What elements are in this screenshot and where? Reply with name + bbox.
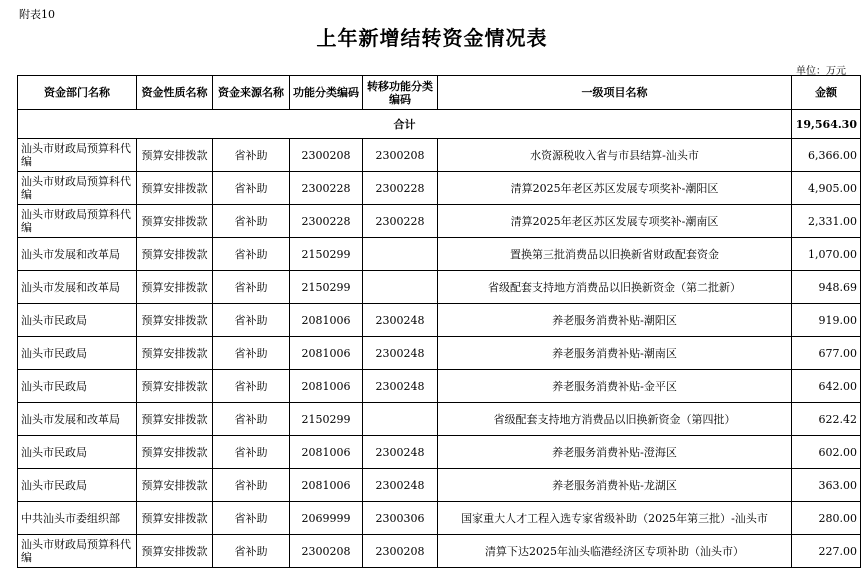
cell-amount: 363.00 [792,469,861,502]
cell-dept: 汕头市财政局预算科代编 [18,535,137,568]
cell-amount: 280.00 [792,502,861,535]
table-row [18,502,861,535]
cell-transfer-code: 2300208 [363,139,438,172]
cell-project: 养老服务消费补贴-潮南区 [438,337,792,370]
cell-nature: 预算安排拨款 [137,271,213,304]
page-title: 上年新增结转资金情况表 [316,26,548,50]
table-row [18,436,861,469]
cell-dept: 汕头市民政局 [18,304,137,337]
cell-project: 清算下达2025年汕头临港经济区专项补助（汕头市） [438,535,792,568]
cell-source: 省补助 [213,469,290,502]
cell-project: 养老服务消费补贴-潮阳区 [438,304,792,337]
cell-transfer-code: 2300248 [363,370,438,403]
header-transfer-code: 转移功能分类编码 [363,76,438,110]
cell-amount: 919.00 [792,304,861,337]
cell-func-code: 2081006 [290,436,363,469]
cell-amount: 622.42 [792,403,861,436]
table-row [18,172,861,205]
cell-transfer-code: 2300248 [363,436,438,469]
cell-source: 省补助 [213,337,290,370]
cell-amount: 602.00 [792,436,861,469]
cell-amount: 227.00 [792,535,861,568]
cell-project: 清算2025年老区苏区发展专项奖补-潮阳区 [438,172,792,205]
cell-amount: 2,331.00 [792,205,861,238]
cell-nature: 预算安排拨款 [137,370,213,403]
cell-dept: 汕头市财政局预算科代编 [18,205,137,238]
cell-amount: 1,070.00 [792,238,861,271]
table-row [18,238,861,271]
cell-transfer-code: 2300228 [363,205,438,238]
cell-nature: 预算安排拨款 [137,337,213,370]
table-row [18,205,861,238]
cell-transfer-code [363,271,438,304]
cell-transfer-code: 2300228 [363,172,438,205]
table-row [18,271,861,304]
cell-nature: 预算安排拨款 [137,172,213,205]
cell-project: 置换第三批消费品以旧换新省财政配套资金 [438,238,792,271]
unit-label: 单位：万元 [796,66,846,77]
cell-source: 省补助 [213,172,290,205]
cell-dept: 汕头市民政局 [18,469,137,502]
cell-project: 国家重大人才工程入选专家省级补助（2025年第三批）-汕头市 [438,502,792,535]
cell-dept: 汕头市财政局预算科代编 [18,139,137,172]
cell-source: 省补助 [213,403,290,436]
cell-source: 省补助 [213,238,290,271]
header-project: 一级项目名称 [438,76,792,110]
cell-func-code: 2081006 [290,304,363,337]
cell-func-code: 2300228 [290,172,363,205]
cell-amount: 948.69 [792,271,861,304]
total-row [18,110,861,139]
cell-project: 清算2025年老区苏区发展专项奖补-潮南区 [438,205,792,238]
cell-nature: 预算安排拨款 [137,502,213,535]
cell-transfer-code: 2300208 [363,535,438,568]
table-row [18,535,861,568]
cell-func-code: 2081006 [290,337,363,370]
cell-nature: 预算安排拨款 [137,403,213,436]
cell-nature: 预算安排拨款 [137,469,213,502]
cell-dept: 汕头市发展和改革局 [18,271,137,304]
total-label: 合计 [18,110,792,139]
cell-dept: 汕头市财政局预算科代编 [18,172,137,205]
cell-project: 水资源税收入省与市县结算-汕头市 [438,139,792,172]
cell-amount: 4,905.00 [792,172,861,205]
cell-func-code: 2081006 [290,469,363,502]
header-amount: 金额 [792,76,861,110]
header-dept: 资金部门名称 [18,76,137,110]
cell-source: 省补助 [213,436,290,469]
cell-project: 养老服务消费补贴-金平区 [438,370,792,403]
cell-func-code: 2069999 [290,502,363,535]
table-row [18,403,861,436]
cell-func-code: 2150299 [290,238,363,271]
cell-source: 省补助 [213,502,290,535]
cell-nature: 预算安排拨款 [137,238,213,271]
cell-amount: 642.00 [792,370,861,403]
carryover-funds-table [17,75,861,568]
cell-project: 养老服务消费补贴-龙湖区 [438,469,792,502]
cell-amount: 6,366.00 [792,139,861,172]
cell-dept: 中共汕头市委组织部 [18,502,137,535]
cell-dept: 汕头市发展和改革局 [18,403,137,436]
cell-transfer-code: 2300306 [363,502,438,535]
cell-nature: 预算安排拨款 [137,139,213,172]
cell-dept: 汕头市民政局 [18,436,137,469]
cell-source: 省补助 [213,271,290,304]
cell-transfer-code [363,403,438,436]
cell-transfer-code [363,238,438,271]
cell-source: 省补助 [213,535,290,568]
cell-nature: 预算安排拨款 [137,205,213,238]
annex-label: 附表10 [19,8,55,21]
cell-source: 省补助 [213,304,290,337]
header-row [18,76,861,110]
cell-func-code: 2150299 [290,271,363,304]
cell-transfer-code: 2300248 [363,304,438,337]
cell-func-code: 2300208 [290,535,363,568]
table-row [18,304,861,337]
total-amount: 19,564.30 [792,110,861,139]
table-row [18,337,861,370]
header-func-code: 功能分类编码 [290,76,363,110]
cell-func-code: 2081006 [290,370,363,403]
cell-nature: 预算安排拨款 [137,535,213,568]
cell-dept: 汕头市民政局 [18,370,137,403]
cell-nature: 预算安排拨款 [137,436,213,469]
header-nature: 资金性质名称 [137,76,213,110]
cell-project: 省级配套支持地方消费品以旧换新资金（第四批） [438,403,792,436]
table-row [18,139,861,172]
cell-project: 省级配套支持地方消费品以旧换新资金（第二批新） [438,271,792,304]
cell-dept: 汕头市发展和改革局 [18,238,137,271]
cell-transfer-code: 2300248 [363,469,438,502]
table-row [18,469,861,502]
cell-source: 省补助 [213,205,290,238]
cell-project: 养老服务消费补贴-澄海区 [438,436,792,469]
cell-source: 省补助 [213,370,290,403]
cell-amount: 677.00 [792,337,861,370]
cell-func-code: 2300208 [290,139,363,172]
cell-dept: 汕头市民政局 [18,337,137,370]
header-source: 资金来源名称 [213,76,290,110]
cell-source: 省补助 [213,139,290,172]
cell-transfer-code: 2300248 [363,337,438,370]
cell-nature: 预算安排拨款 [137,304,213,337]
cell-func-code: 2300228 [290,205,363,238]
table-row [18,370,861,403]
cell-func-code: 2150299 [290,403,363,436]
